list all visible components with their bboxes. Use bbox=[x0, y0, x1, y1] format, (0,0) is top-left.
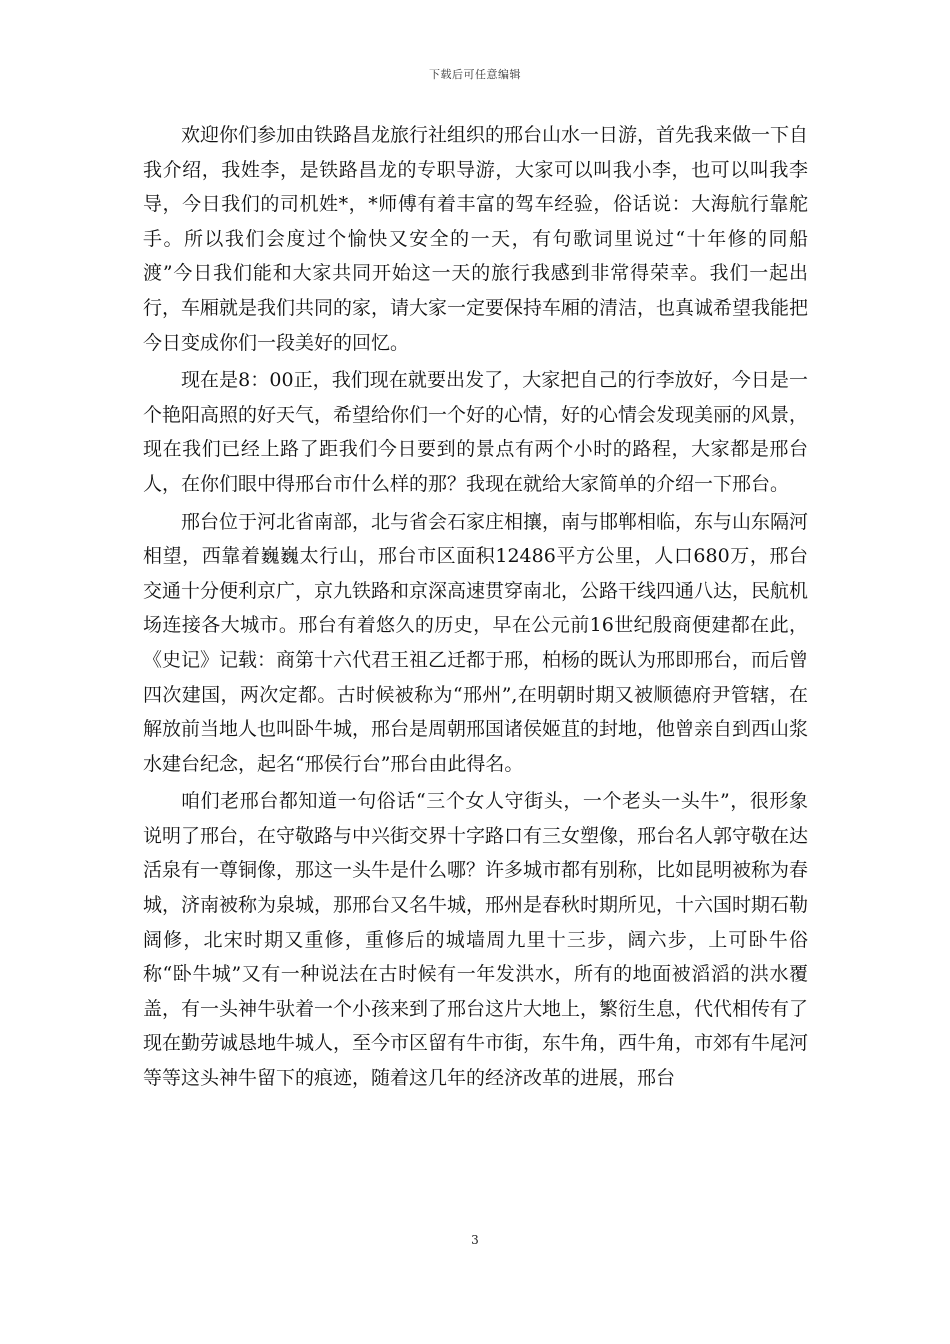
paragraph-niucheng: 咱们老邢台都知道一句俗话“三个女人守街头，一个老头一头牛”，很形象说明了邢台，在守敬路与中兴街交界十字路口有三女塑像，邢台名人郭守敬在达活泉有一尊铜像，那这一头牛是什么哪？许多城市都有别称，比如昆明被称为春城，济南被称为泉城，那邢台又名牛城，邢州是春秋时期所见，十六国时期石勒阔修，北宋时期又重修，重修后的城墙周九里十三步，阔六步，上可卧牛俗称“卧牛城”又有一种说法在古时候有一年发洪水，所有的地面被滔滔的洪水覆盖，有一头神牛驮着一个小孩来到了邢台这片大地上，繁衍生息，代代相传有了现在勤劳诚恳地牛城人，至今市区留有牛市街，东牛角，西牛角，市郊有牛尾河等等这头神牛留下的痕迹，随着这几年的经济改革的进展，邢台 bbox=[143, 790, 809, 1090]
paragraph-welcome: 欢迎你们参加由铁路昌龙旅行社组织的邢台山水一日游，首先我来做一下自我介绍，我姓李，是铁路昌龙的专职导游，大家可以叫我小李，也可以叫我李导，今日我们的司机姓*，*师傅有着丰富的驾车经验，俗话说：大海航行靠舵手。所以我们会度过个愉快又安全的一天，有句歌词里说过“十年修的同船渡”今日我们能和大家共同开始这一天的旅行我感到非常得荣幸。我们一起出行，车厢就是我们共同的家，请大家一定要保持车厢的清洁，也真诚希望我能把今日变成你们一段美好的回忆。 bbox=[143, 124, 809, 354]
paragraph-departure: 现在是8：00正，我们现在就要出发了，大家把自己的行李放好，今日是一个艳阳高照的好天气，希望给你们一个好的心情，好的心情会发现美丽的风景，现在我们已经上路了距我们今日要到的景点有两个小时的路程，大家都是邢台人，在你们眼中得邢台市什么样的那？我现在就给大家简单的介绍一下邢台。 bbox=[143, 369, 809, 495]
document-body bbox=[143, 118, 808, 1099]
page-header: 下载后可任意编辑 bbox=[429, 68, 521, 81]
paragraph-xingtai-intro: 邢台位于河北省南部，北与省会石家庄相攘，南与邯郸相临，东与山东隔河相望，西靠着巍巍太行山，邢台市区面积12486平方公里，人口680万，邢台交通十分便利京广，京九铁路和京深高速贯穿南北，公路干线四通八达，民航机场连接各大城市。邢台有着悠久的历史，早在公元前16世纪殷商便建都在此，《史记》记载：商第十六代君王祖乙迁都于邢，柏杨的既认为邢即邢台，而后曾四次建国，两次定都。古时候被称为“邢州”,在明朝时期又被顺德府尹管辖，在解放前当地人也叫卧牛城，邢台是周朝邢国诸侯姬苴的封地，他曾亲自到西山浆水建台纪念，起名“邢侯行台”邢台由此得名。 bbox=[143, 510, 809, 775]
page-number: 3 bbox=[471, 1233, 479, 1247]
